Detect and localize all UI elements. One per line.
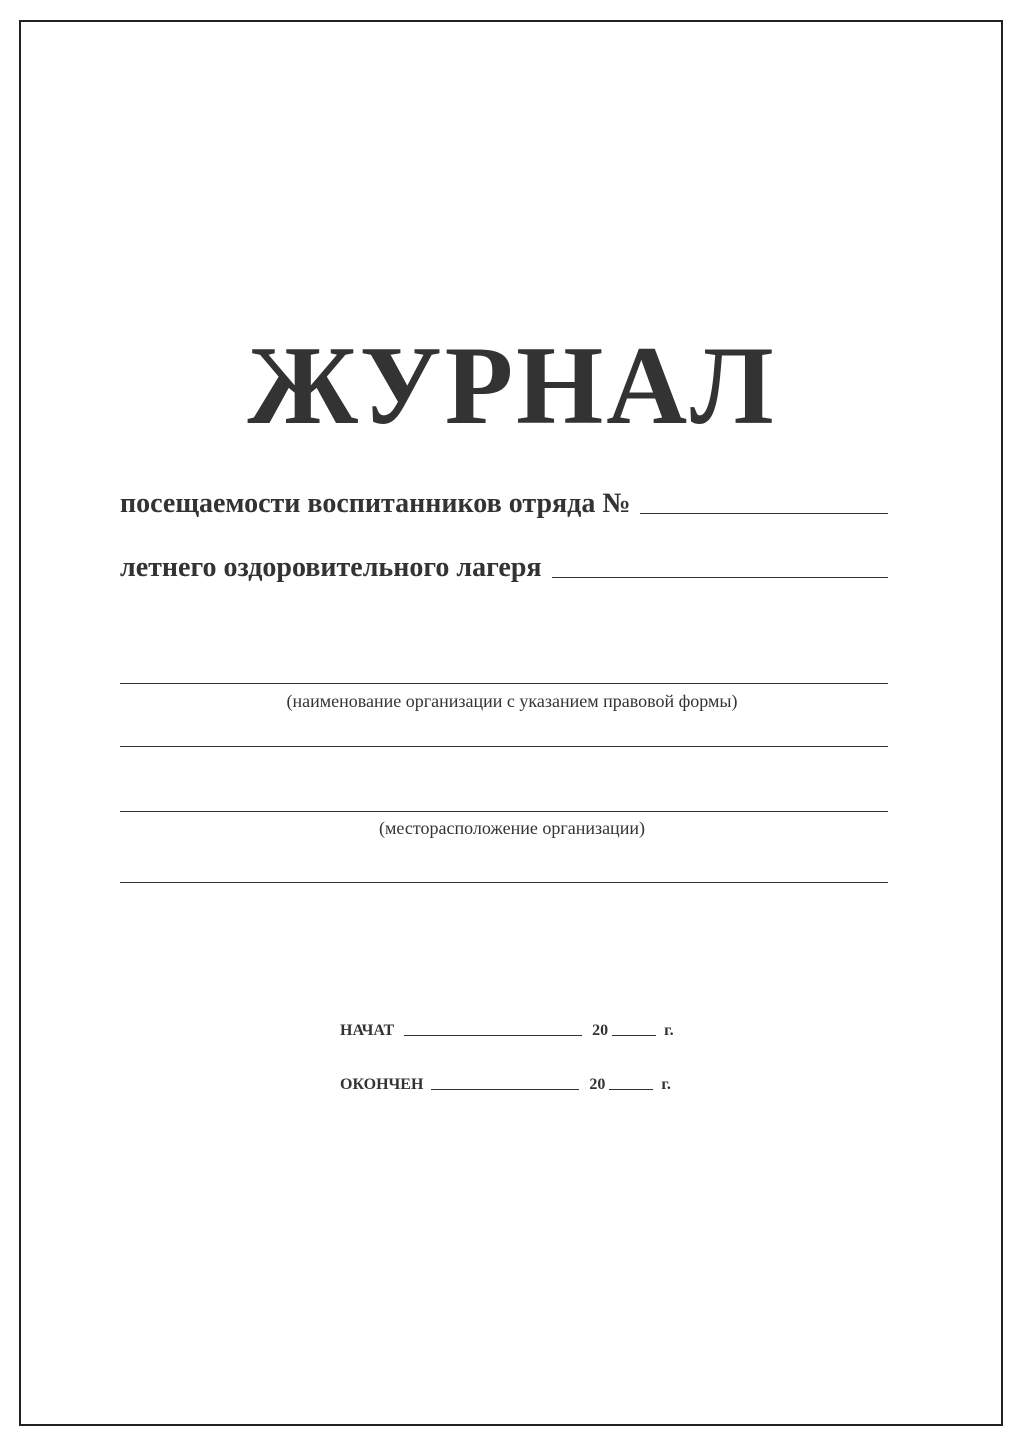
- started-date-row: [340, 1022, 674, 1040]
- finished-year-field[interactable]: [609, 1089, 653, 1090]
- document-title: ЖУРНАЛ: [247, 324, 777, 448]
- page-border: [19, 20, 1003, 1426]
- finished-date-row: [340, 1076, 671, 1094]
- finished-label: ОКОНЧЕН: [340, 1076, 424, 1093]
- organization-name-field-2[interactable]: [120, 746, 888, 747]
- finished-date-field[interactable]: [431, 1089, 579, 1090]
- started-year-prefix: 20: [592, 1022, 609, 1039]
- subtitle-camp-text: летнего оздоровительного лагеря: [120, 552, 542, 583]
- organization-location-field[interactable]: [120, 811, 888, 812]
- finished-year-suffix: г.: [661, 1076, 671, 1093]
- camp-name-field[interactable]: [552, 577, 888, 578]
- subtitle-camp-line: [120, 552, 888, 584]
- organization-name-field[interactable]: [120, 683, 888, 684]
- started-date-field[interactable]: [404, 1035, 582, 1036]
- subtitle-squad-line: [120, 488, 888, 520]
- started-year-field[interactable]: [612, 1035, 656, 1036]
- started-year-suffix: г.: [664, 1022, 674, 1039]
- finished-year-prefix: 20: [589, 1076, 606, 1093]
- organization-caption: (наименование организации с указанием правовой формы): [286, 691, 738, 711]
- subtitle-squad-text: посещаемости воспитанников отряда №: [120, 488, 631, 519]
- started-label: НАЧАТ: [340, 1022, 395, 1039]
- squad-number-field[interactable]: [640, 513, 888, 514]
- location-caption: (месторасположение организации): [379, 818, 645, 838]
- organization-location-field-2[interactable]: [120, 882, 888, 883]
